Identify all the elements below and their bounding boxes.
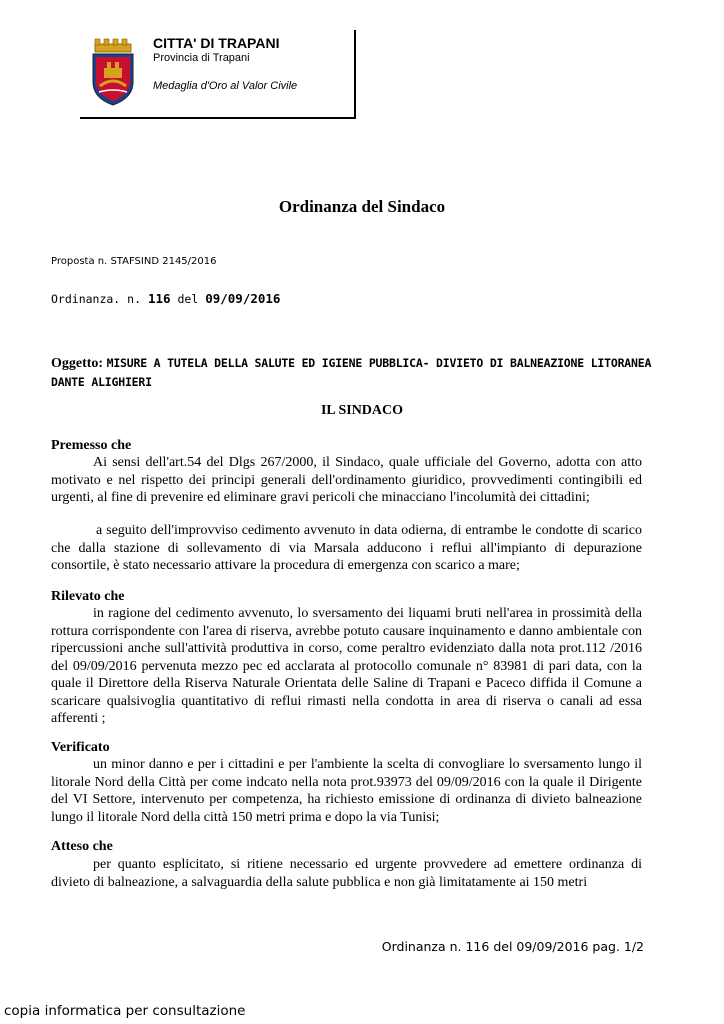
il-sindaco-heading: IL SINDACO: [320, 403, 404, 418]
verificato-heading: Verificato: [51, 740, 110, 755]
province-name: Provincia di Trapani: [153, 52, 250, 64]
oggetto-block: [51, 354, 671, 392]
proposta-number: Proposta n. STAFSIND 2145/2016: [51, 256, 217, 267]
rilevato-heading: Rilevato che: [51, 589, 125, 604]
premesso-paragraph-1: Ai sensi dell'art.54 del Dlgs 267/2000, il Sindaco, quale ufficiale del Governo, adotta con atto motivato e nel rispetto dei principi generali dell'ordinamento giuridico, provvedimenti contingibili ed urgenti, al fine di prevenire ed eliminare gravi pericoli che minacciano l'incolumità dei cittadini;: [51, 455, 642, 505]
oggetto-text: MISURE A TUTELA DELLA SALUTE ED IGIENE PUBBLICA- DIVIETO DI BALNEAZIONE LITORANEA DANTE ALIGHIERI: [51, 356, 652, 389]
header-divider-horizontal: [80, 117, 356, 119]
verificato-paragraph: un minor danno e per i cittadini e per l'ambiente la scelta di convogliare lo sversamento lungo il litorale Nord della Città per come indcato nella nota prot.93973 del 09/09/2016 con la quale il Dirigente del VI Settore, intervenuto per competenza, ha richiesto emissione di ordinanza di divieto balneazione lungo il litorale Nord della città 150 metri prima e dopo la via Tunisi;: [51, 757, 642, 825]
header-divider-vertical: [354, 30, 356, 118]
atteso-paragraph: per quanto esplicitato, si ritiene necessario ed urgente provvedere ad emettere ordinanza di divieto di balneazione, a salvaguardia della salute pubblica e non già limitatamente ai 150 metri: [51, 857, 642, 890]
ordinanza-number: 116: [147, 291, 171, 306]
page-footer: Ordinanza n. 116 del 09/09/2016 pag. 1/2: [381, 939, 644, 954]
ordinanza-line: [51, 291, 280, 306]
oggetto-label: Oggetto:: [51, 356, 104, 371]
premesso-paragraph-2: a seguito dell'improvviso cedimento avvenuto in data odierna, di entrambe le condotte di scarico che dalla stazione di sollevamento di via Marsala adducono i reflui all'impianto di depurazione consortile, è stato necessario attivare la procedura di emergenza con scarico a mare;: [51, 523, 642, 573]
premesso-heading: Premesso che: [51, 438, 132, 453]
ordinanza-date: 09/09/2016: [205, 291, 281, 306]
atteso-heading: Atteso che: [51, 839, 113, 854]
city-crest-icon: [90, 38, 136, 106]
ordinanza-del: del: [177, 292, 199, 306]
rilevato-paragraph: in ragione del cedimento avvenuto, lo sversamento dei liquami bruti nell'area in prossimità della rottura corrispondente con l'area di riserva, avrebbe potuto causare inquinamento e danno ambientale con ripercussioni anche sull'attività produttiva in corso, come peraltro evidenziato dalla nota prot.112 /2016 del 09/09/2016 pervenuta mezzo pec ed acclarata al protocollo comunale n° 83981 di pari data, con la quale il Direttore della Riserva Naturale Orientata delle Saline di Trapani e Paceco diffida il Comune a scaricare qualsivoglia quantitativo di reflui rimasti nella condotta in area di riserva o canali ad essa afferenti ;: [51, 606, 642, 726]
medal-caption: Medaglia d'Oro al Valor Civile: [153, 80, 298, 92]
copy-notice: copia informatica per consultazione: [4, 1003, 246, 1019]
city-name: CITTA' DI TRAPANI: [153, 35, 280, 51]
document-title: Ordinanza del Sindaco: [278, 197, 446, 216]
ordinanza-label: Ordinanza. n.: [51, 292, 142, 306]
